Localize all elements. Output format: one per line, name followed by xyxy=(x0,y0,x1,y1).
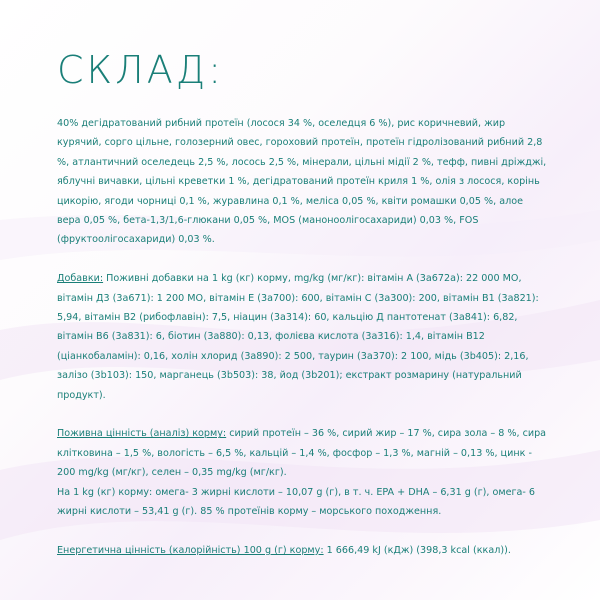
ingredients-paragraph: 40% дегідратований рибний протеїн (лосося 34 %, оселедця 6 %), рис коричневий, жир курячий, сорго цільне, голозерний овес, гороховий протеїн, протеїн гідролізований рибний 2,8 %, атлантичний оселедець 2,5 %, лосось 2,5 %, мінерали, цільні мідії 2 %, тефф, пивні дріжджі, яблучні вичавки, цільні креветки 1 %, дегідратований протеїн криля 1 %, олія з лосося, корінь цикорію, ягоди чорниці 0,1 %, журавлина 0,1 %, меліса 0,05 %, квіти ромашки 0,05 %, алое вера 0,05 %, бета-1,3/1,6-глюкани 0,05 %, MOS (маноноолігосахариди) 0,03 %, FOS (фруктоолігосахариди) 0,03 %. xyxy=(57,118,547,246)
nutrition-text: сирий протеїн – 36 %, сирий жир – 17 %, сира зола – 8 %, сира клітковина – 1,5 %, вологість – 6,5 %, кальцій – 1,4 %, фосфор – 1,3 %, магній – 0,13 %, цинк - 200 mg/kg (мг/кг), селен – 0,35 mg/kg (мг/кг). xyxy=(57,428,547,479)
additives-label: Добавки: xyxy=(57,273,104,285)
energy-label: Енергетична цінність (калорійність) 100 g (г) корму: xyxy=(57,544,324,556)
additives-text: Поживні добавки на 1 kg (кг) корму, mg/kg (мг/кг): вітамін А (3а672а): 22 000 МО, вітамін Д3 (3а671): 1 200 МО, вітамін Е (3а700): 600, вітамін С (3а300): 200, вітамін В1 (3а821): 5,94, вітамін В2 (рибофлавін): 7,5, ніацин (3а314): 60, кальцію Д пантотенат (3а841): 6,82, вітамін В6 (3а831): 6, біотин (3а880): 0,13, фолієва кислота (3а316): 1,4, вітамін В12 (ціанкобаламін): 0,16, холін хлорид (3а890): 2 500, таурин (3а370): 2 100, мідь (3b405): 2,16, залізо (3b103): 150, марганець (3b503): 38, йод (3b201); екстракт розмарину (натуральний продукт). xyxy=(57,273,539,401)
nutrition-label: Поживна цінність (аналіз) корму: xyxy=(57,428,227,440)
energy-paragraph xyxy=(57,541,547,560)
composition-text xyxy=(57,114,547,560)
energy-text: 1 666,49 kJ (кДж) (398,3 kcal (ккал)). xyxy=(323,544,511,556)
omega-paragraph: На 1 kg (кг) корму: омега- 3 жирні кислоти – 10,07 g (г), в т. ч. EPA + DHA – 6,31 g (г), омега- 6 жирні кислоти – 53,41 g (г). 85 % протеїнів корму – морського походження. xyxy=(57,486,536,518)
spacer xyxy=(57,405,547,424)
additives-paragraph xyxy=(57,269,547,405)
page-title: СКЛАД: xyxy=(57,48,225,92)
spacer xyxy=(57,522,547,541)
nutrition-paragraph xyxy=(57,424,547,482)
spacer xyxy=(57,250,547,269)
